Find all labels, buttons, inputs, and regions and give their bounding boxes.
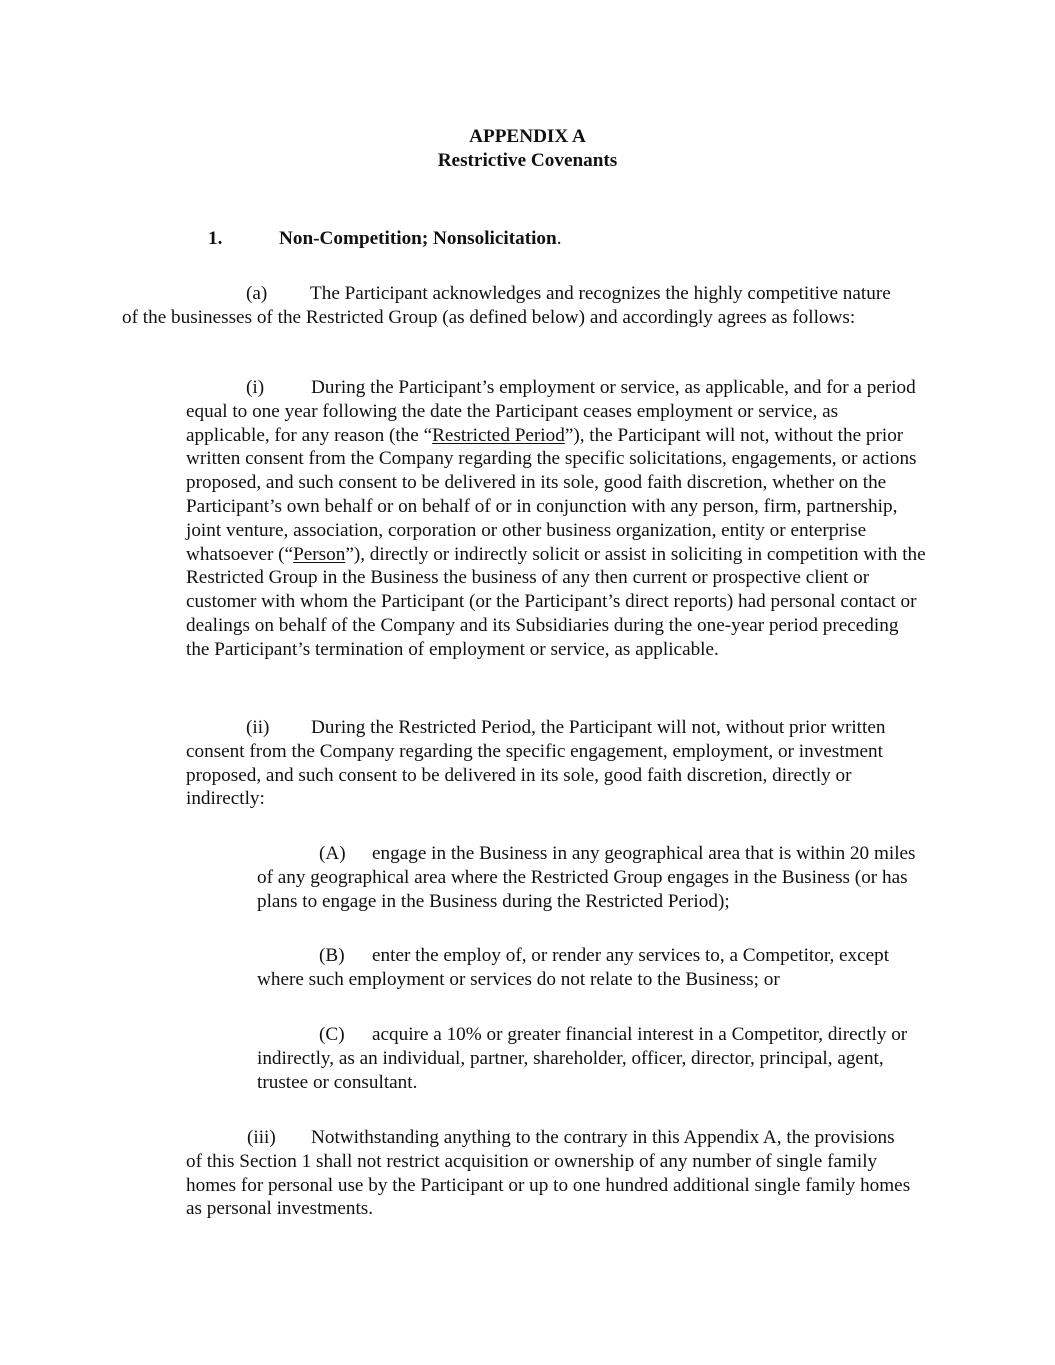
paragraph-C — [257, 1023, 929, 1094]
section-1-heading — [208, 227, 561, 251]
paragraph-iii — [186, 1126, 912, 1221]
paragraph-ii-text: During the Restricted Period, the Participant will not, without prior written consent from the Company regarding the specific engagement, employment, or investment proposed, and such consent to be delivered in its sole, good faith discretion, directly or indirectly: — [186, 717, 886, 810]
paragraph-B-label: (B) — [319, 945, 345, 966]
paragraph-A — [257, 842, 917, 913]
paragraph-a-label: (a) — [246, 283, 268, 304]
paragraph-i-text-1: During the Participant’s employment or service, as applicable, and for a period equal to one year following the date the Participant ceases employment or service, as applicable, for any reason (the “ — [186, 377, 916, 446]
paragraph-i-text-2: ”), the Participant will not, without the prior written consent from the Company regarding the specific solicitations, engagements, or actions proposed, and such consent to be delivered in its sole, good faith discretion, whether on the Participant’s own behalf or on behalf of or in conjunction with any person, firm, partnership, joint venture, association, corporation or other business organization, entity or enterprise whatsoever (“ — [186, 424, 917, 565]
paragraph-i-text-3: ”), directly or indirectly solicit or assist in soliciting in competition with the Restricted Group in the Business the business of any then current or prospective client or customer with whom the Participant (or the Participant’s direct reports) had personal contact or dealings on behalf of the Company and its Subsidiaries during the one-year period preceding the Participant’s termination of employment or service, as applicable. — [186, 543, 926, 660]
section-title: Non-Competition; Nonsolicitation — [279, 228, 557, 249]
paragraph-B-text: enter the employ of, or render any services to, a Competitor, except where such employment or services do not relate to the Business; or — [257, 945, 890, 990]
paragraph-a-text: The Participant acknowledges and recognizes the highly competitive nature of the businesses of the Restricted Group (as defined below) and accordingly agrees as follows: — [122, 283, 891, 328]
appendix-title: APPENDIX A — [469, 126, 586, 147]
paragraph-iii-label: (iii) — [247, 1127, 276, 1148]
appendix-subtitle: Restrictive Covenants — [437, 150, 618, 171]
paragraph-i — [186, 376, 926, 662]
paragraph-C-label: (C) — [319, 1024, 345, 1045]
section-number: 1. — [208, 228, 223, 249]
paragraph-A-label: (A) — [319, 843, 346, 864]
paragraph-ii-label: (ii) — [246, 717, 270, 738]
paragraph-C-text: acquire a 10% or greater financial interest in a Competitor, directly or indirectly, as an individual, partner, shareholder, officer, director, principal, agent, trustee or consultant. — [257, 1024, 908, 1093]
paragraph-iii-text: Notwithstanding anything to the contrary in this Appendix A, the provisions of this Section 1 shall not restrict acquisition or ownership of any number of single family homes for personal use by the Participant or up to one hundred additional single family homes as personal investments. — [186, 1127, 911, 1220]
paragraph-A-text: engage in the Business in any geographical area that is within 20 miles of any geographical area where the Restricted Group engages in the Business (or has plans to engage in the Business during the Restricted Period); — [257, 843, 916, 912]
defined-term-person: Person — [293, 543, 346, 565]
paragraph-i-label: (i) — [246, 377, 265, 398]
paragraph-B — [257, 944, 933, 992]
section-title-period: . — [556, 228, 562, 249]
defined-term-restricted-period: Restricted Period — [432, 424, 565, 446]
paragraph-a — [122, 282, 897, 330]
appendix-header — [0, 125, 1055, 173]
paragraph-ii — [186, 716, 930, 811]
